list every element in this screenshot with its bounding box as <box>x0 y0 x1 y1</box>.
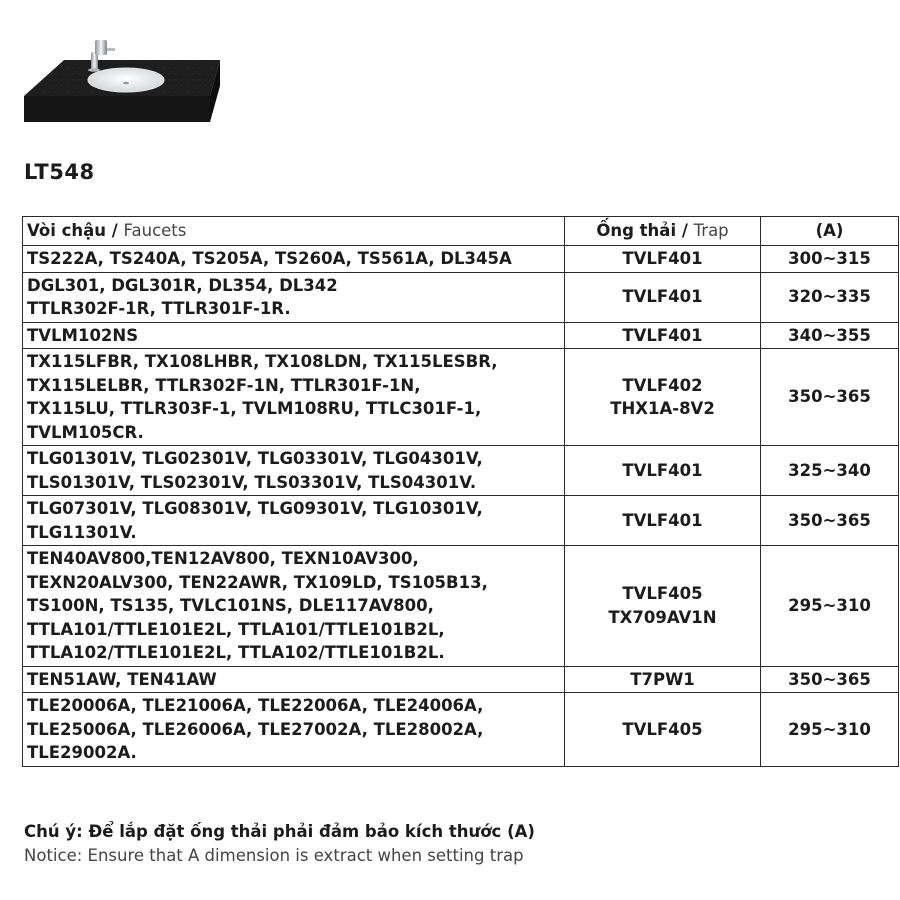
faucet-models-line: TLG01301V, TLG02301V, TLG03301V, TLG04301V, <box>27 449 483 468</box>
table-row <box>23 496 899 546</box>
faucet-models-line: TVLM102NS <box>27 325 139 345</box>
faucet-models-line: TX115LFBR, TX108LHBR, TX108LDN, TX115LESBR, <box>27 352 498 371</box>
faucet-models-cell <box>23 322 565 349</box>
faucet-models-cell <box>23 666 565 693</box>
trap-model-line: TVLF405 <box>622 719 703 739</box>
faucet-models-cell <box>23 446 565 496</box>
table-row <box>23 666 899 693</box>
table-header-row <box>23 217 899 246</box>
trap-model-line: TVLF401 <box>622 325 703 345</box>
dimension-cell: 350~365 <box>761 496 899 546</box>
header-trap <box>565 217 761 246</box>
faucet-models-cell <box>23 349 565 446</box>
trap-model-cell <box>565 246 761 273</box>
model-title: LT548 <box>24 160 95 184</box>
trap-model-line: TVLF402 <box>622 375 703 395</box>
table-row <box>23 546 899 667</box>
header-faucets <box>23 217 565 246</box>
faucet-models-line: TVLM105CR. <box>27 422 144 442</box>
faucet-models-line: TLE29002A. <box>27 743 137 762</box>
faucet-models-line: TX115LELBR, TTLR302F-1N, TTLR301F-1N, <box>27 375 421 395</box>
trap-model-cell <box>565 496 761 546</box>
faucet-models-line: TS100N, TS135, TVLC101NS, DLE117AV800, <box>27 596 434 615</box>
trap-model-cell <box>565 446 761 496</box>
table-row <box>23 246 899 273</box>
faucet-models-line: TEXN20ALV300, TEN22AWR, TX109LD, TS105B13, <box>27 572 488 592</box>
trap-model-line: TVLF401 <box>622 460 703 480</box>
header-faucets-en: Faucets <box>123 221 187 241</box>
trap-model-line: T7PW1 <box>630 669 695 689</box>
header-trap-en: Trap <box>693 221 729 241</box>
faucet-models-line: TLS01301V, TLS02301V, TLS03301V, TLS04301V. <box>27 472 477 492</box>
faucet-models-line: TLE25006A, TLE26006A, TLE27002A, TLE28002A, <box>27 719 484 739</box>
faucet-models-cell <box>23 546 565 667</box>
notice-vietnamese: Chú ý: Để lắp đặt ống thải phải đảm bảo kích thước (A) <box>24 822 535 841</box>
notice <box>24 820 535 868</box>
table-row <box>23 693 899 767</box>
dimension-cell: 300~315 <box>761 246 899 273</box>
header-dimension: (A) <box>761 217 899 246</box>
table-row <box>23 272 899 322</box>
dimension-cell: 350~365 <box>761 666 899 693</box>
faucet-models-cell <box>23 496 565 546</box>
faucet-models-line: TTLR302F-1R, TTLR301F-1R. <box>27 299 291 318</box>
table-row <box>23 349 899 446</box>
dimension-cell: 350~365 <box>761 349 899 446</box>
faucet-models-cell <box>23 246 565 273</box>
notice-english: Notice: Ensure that A dimension is extract when setting trap <box>24 846 524 865</box>
header-faucets-separator: / <box>106 221 124 241</box>
dimension-cell: 325~340 <box>761 446 899 496</box>
product-image <box>24 18 224 143</box>
dimension-cell: 295~310 <box>761 546 899 667</box>
trap-model-cell <box>565 693 761 767</box>
faucet-models-line: TX115LU, TTLR303F-1, TVLM108RU, TTLC301F-1, <box>27 399 482 418</box>
header-faucets-vi: Vòi chậu <box>27 221 107 241</box>
faucet-models-line: DGL301, DGL301R, DL354, DL342 <box>27 275 338 295</box>
trap-model-line: TX709AV1N <box>608 607 717 627</box>
dimension-cell: 295~310 <box>761 693 899 767</box>
faucet-models-line: TEN40AV800,TEN12AV800, TEXN10AV300, <box>27 549 419 568</box>
dimension-cell: 340~355 <box>761 322 899 349</box>
compatibility-table <box>22 216 899 767</box>
trap-model-cell <box>565 666 761 693</box>
trap-model-line: THX1A-8V2 <box>610 399 715 418</box>
faucet-models-cell <box>23 693 565 767</box>
faucet-models-line: TTLA101/TTLE101E2L, TTLA101/TTLE101B2L, <box>27 619 445 639</box>
trap-model-cell <box>565 349 761 446</box>
trap-model-line: TVLF405 <box>622 584 703 604</box>
faucet-models-line: TLG11301V. <box>27 522 137 542</box>
header-trap-separator: / <box>676 221 694 241</box>
trap-model-cell <box>565 272 761 322</box>
trap-model-line: TVLF401 <box>622 249 703 268</box>
faucet-models-line: TEN51AW, TEN41AW <box>27 669 217 689</box>
header-trap-vi: Ống thải <box>596 221 677 241</box>
table-row <box>23 446 899 496</box>
faucet-models-cell <box>23 272 565 322</box>
table-row <box>23 322 899 349</box>
trap-model-line: TVLF401 <box>622 510 703 530</box>
faucet-models-line: TTLA102/TTLE101E2L, TTLA102/TTLE101B2L. <box>27 643 445 662</box>
dimension-cell: 320~335 <box>761 272 899 322</box>
faucet-models-line: TS222A, TS240A, TS205A, TS260A, TS561A, DL345A <box>27 249 512 268</box>
trap-model-cell <box>565 546 761 667</box>
trap-model-cell <box>565 322 761 349</box>
trap-model-line: TVLF401 <box>622 287 703 307</box>
table-body <box>23 246 899 767</box>
faucet-models-line: TLE20006A, TLE21006A, TLE22006A, TLE24006A, <box>27 696 484 715</box>
faucet-models-line: TLG07301V, TLG08301V, TLG09301V, TLG10301V, <box>27 499 483 518</box>
